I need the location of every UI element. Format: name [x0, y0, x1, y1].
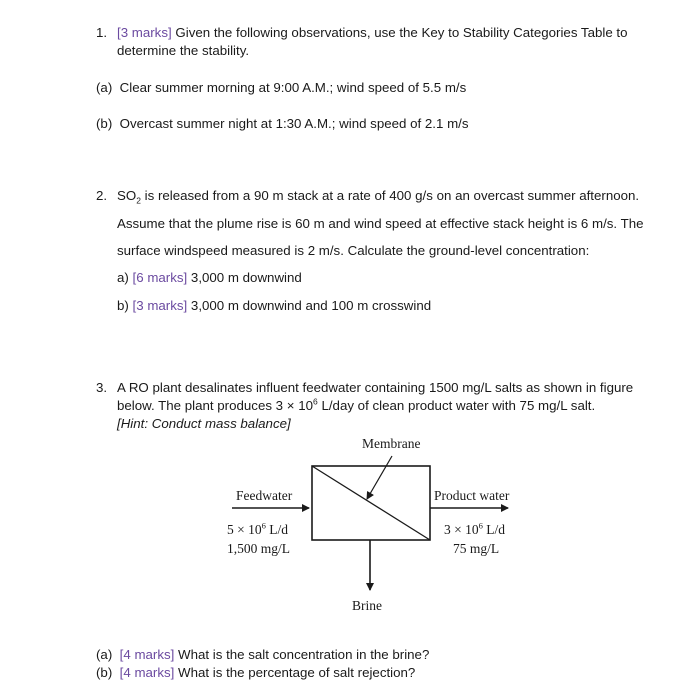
q1-part-b-label: (b): [96, 116, 113, 131]
feed-concentration-label: 1,500 mg/L: [227, 541, 290, 556]
q3-part-a-label: (a): [96, 647, 113, 662]
product-flow-pre: 3 × 10: [444, 522, 479, 537]
membrane-label: Membrane: [362, 436, 421, 451]
q3-part-a: [96, 646, 429, 663]
q1-part-a-text: Clear summer morning at 9:00 A.M.; wind speed of 5.5 m/s: [119, 80, 467, 95]
q2-so-subscript: 2: [136, 195, 141, 206]
feed-flow-pre: 5 × 10: [227, 522, 262, 537]
q1-part-b-text: Overcast summer night at 1:30 A.M.; wind speed of 2.1 m/s: [119, 116, 469, 131]
product-flow-sup: 6: [478, 520, 483, 531]
q3-line2-post: L/day of clean product water with 75 mg/L salt.: [317, 398, 596, 413]
q2-part-a-text: 3,000 m downwind: [190, 270, 302, 285]
q2-part-b-text: 3,000 m downwind and 100 m crosswind: [190, 298, 432, 313]
membrane-diagonal: [312, 466, 430, 540]
feedwater-label: Feedwater: [236, 488, 293, 503]
q2-line1-text: is released from a 90 m stack at a rate of 400 g/s on an overcast summer afternoon.: [140, 188, 640, 203]
q2-part-a-label: a): [117, 270, 129, 285]
brine-label: Brine: [352, 598, 382, 613]
q1-text2: determine the stability.: [117, 43, 250, 58]
q3-line2-sup: 6: [313, 396, 318, 407]
q2-part-b-marks: [3 marks]: [132, 298, 188, 313]
q1-part-a-label: (a): [96, 80, 113, 95]
q3-part-b-label: (b): [96, 665, 113, 680]
q3-hint: [Hint: Conduct mass balance]: [117, 416, 291, 431]
q1-number: 1.: [96, 25, 108, 40]
q3-part-a-text: What is the salt concentration in the brine?: [178, 647, 430, 662]
q3-line2-pre: below. The plant produces 3 × 10: [117, 398, 314, 413]
q3-part-b-marks: [4 marks]: [119, 665, 175, 680]
q2-so-text: SO: [117, 188, 137, 203]
feed-flow-sup: 6: [261, 520, 266, 531]
feed-flow-post: L/d: [265, 522, 288, 537]
product-flow-label: [444, 522, 505, 538]
q2-number: 2.: [96, 188, 108, 203]
q3-part-b-text: What is the percentage of salt rejection?: [178, 665, 416, 680]
q2-line3: surface windspeed measured is 2 m/s. Calculate the ground-level concentration:: [117, 243, 590, 258]
q3-part-a-marks: [4 marks]: [119, 647, 175, 662]
q2-line2: Assume that the plume rise is 60 m and wind speed at effective stack height is 6 m/s. The: [117, 216, 644, 231]
q3-part-b: [96, 664, 415, 681]
q1-marks: [3 marks]: [117, 25, 172, 40]
product-water-label: Product water: [434, 488, 510, 503]
q2-part-b-label: b): [117, 298, 129, 313]
product-concentration-label: 75 mg/L: [453, 541, 500, 556]
q1-text1: Given the following observations, use the Key to Stability Categories Table to: [175, 25, 628, 40]
q2-part-a-marks: [6 marks]: [132, 270, 188, 285]
feed-flow-label: [227, 522, 288, 538]
product-flow-post: L/d: [482, 522, 505, 537]
q3-number: 3.: [96, 380, 108, 395]
q3-line1: A RO plant desalinates influent feedwater containing 1500 mg/L salts as shown in figure: [117, 380, 634, 395]
membrane-pointer-arrow: [367, 456, 392, 499]
